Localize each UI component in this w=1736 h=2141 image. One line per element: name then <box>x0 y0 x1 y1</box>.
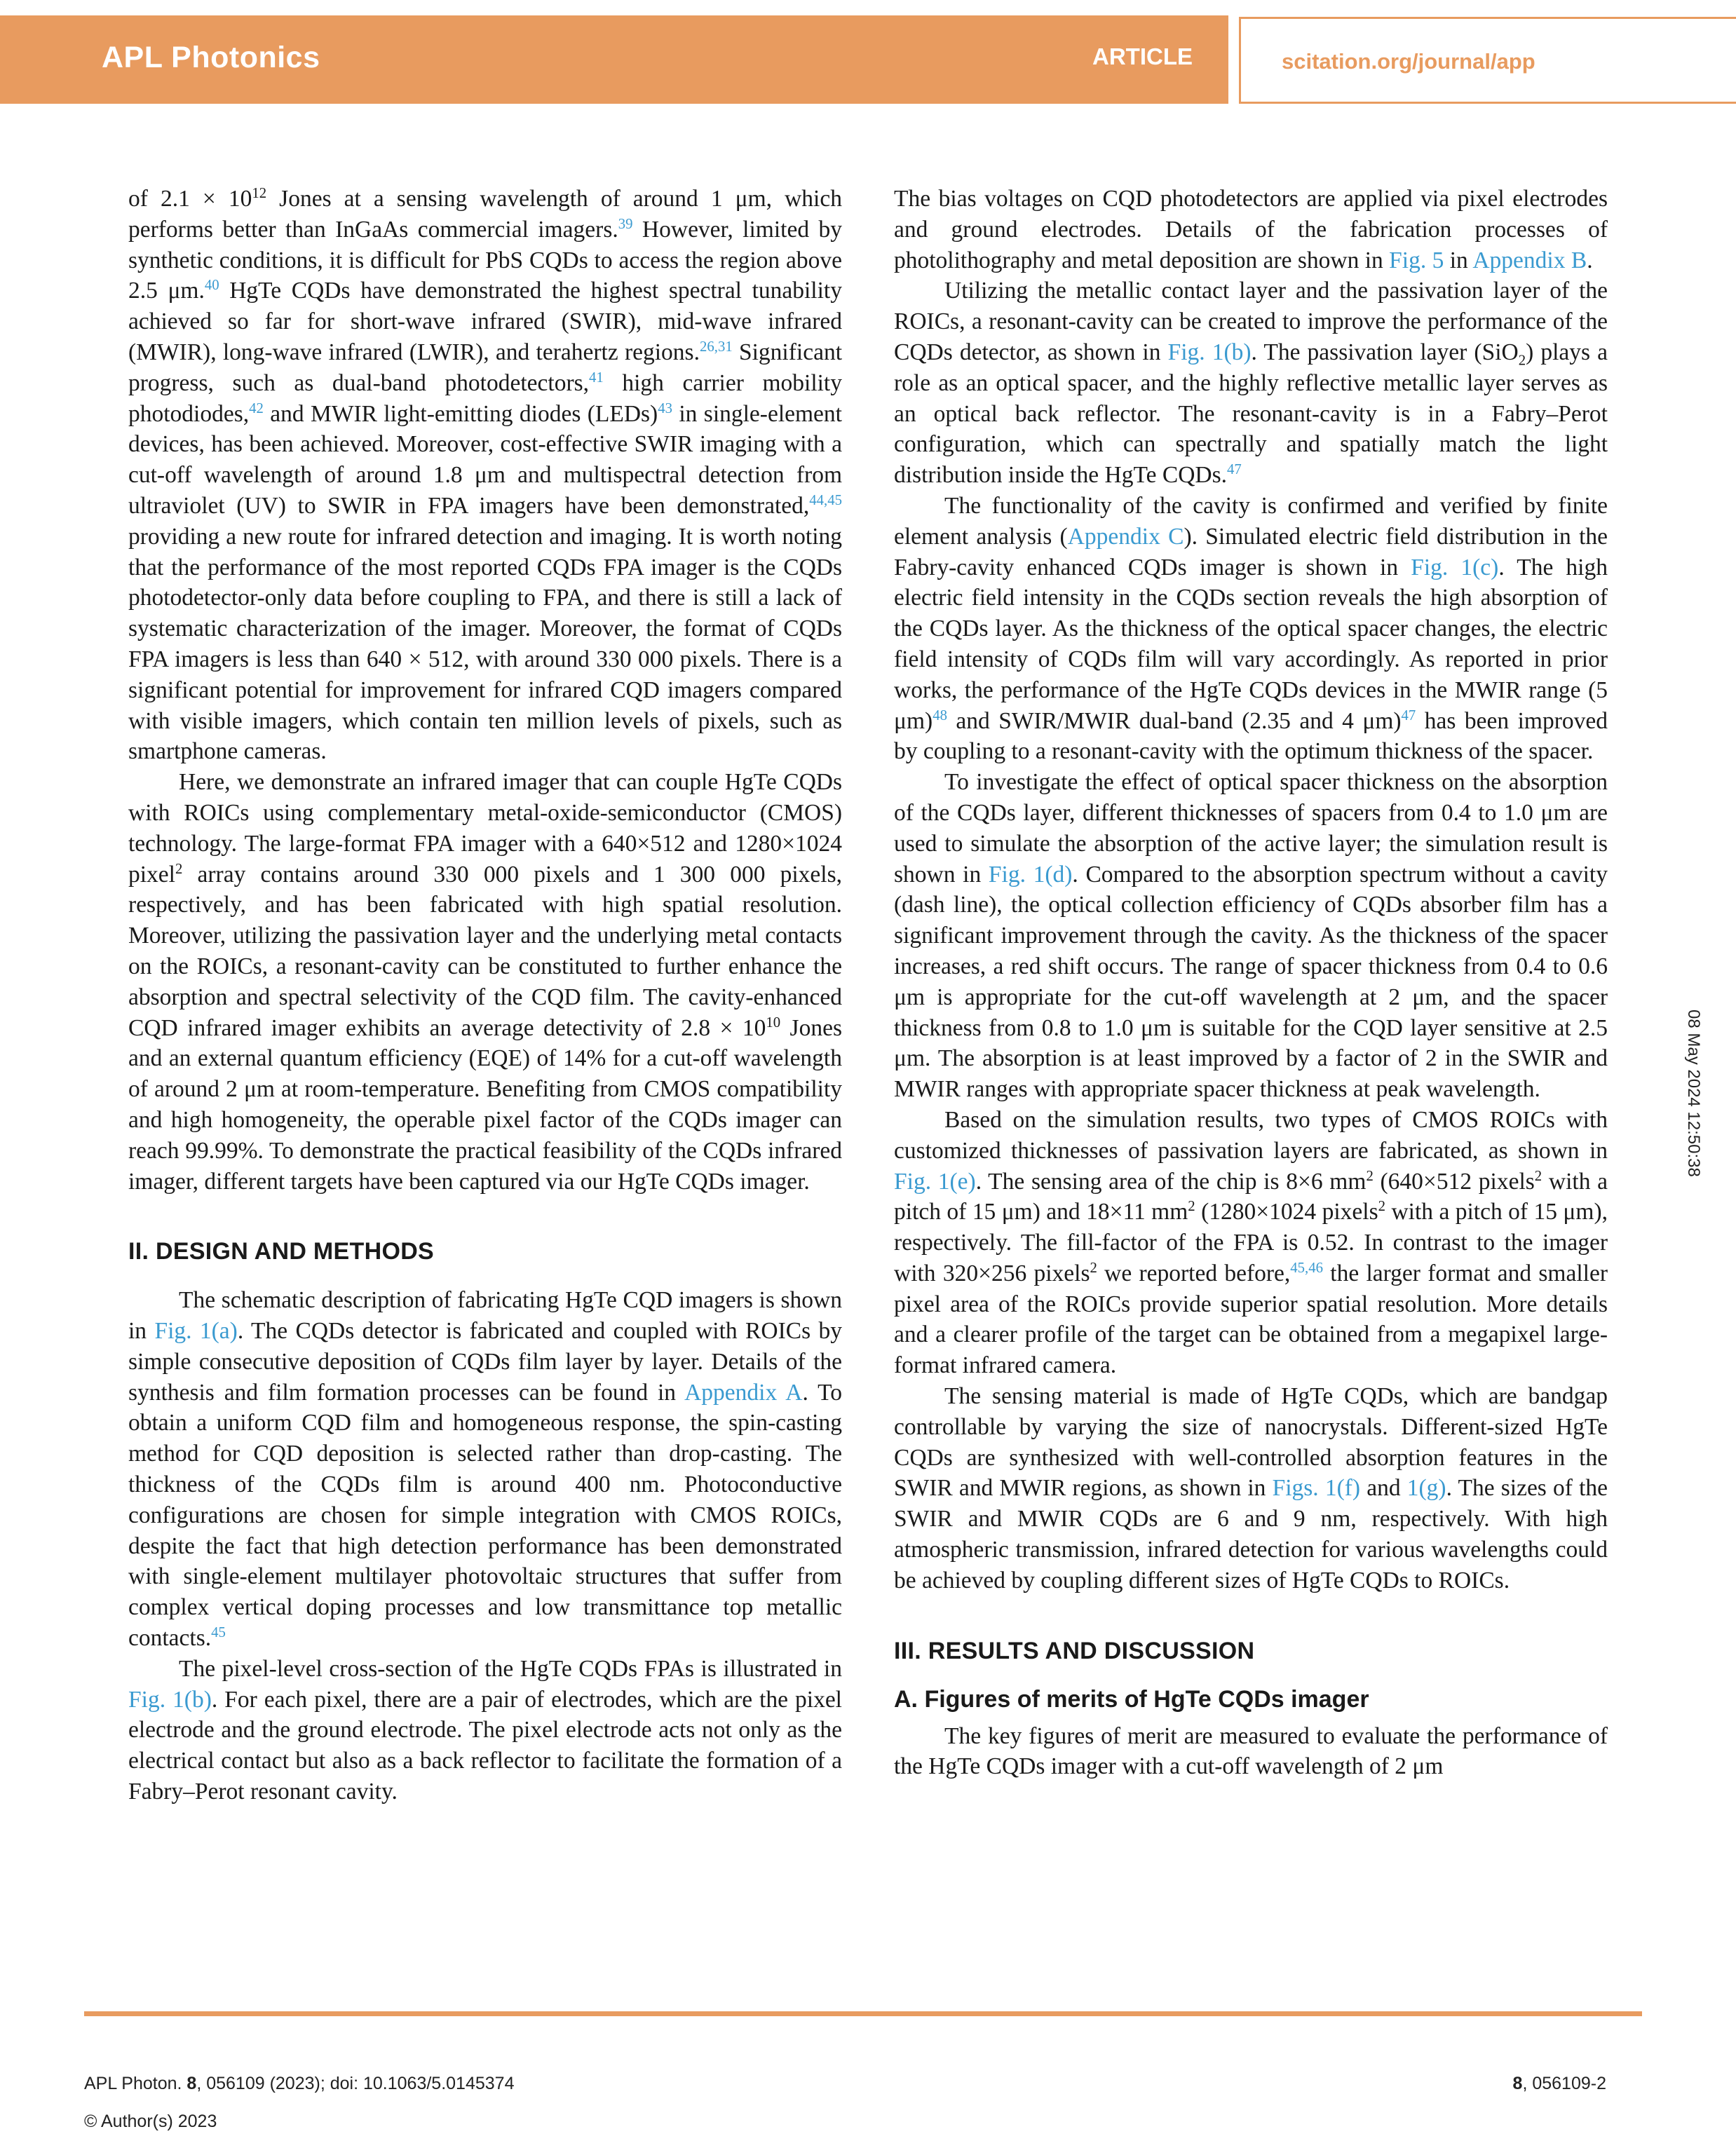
paragraph: The bias voltages on CQD photodetectors are applied via pixel electrodes and ground electrodes. Details of the fabrication processes of photolithography and metal deposition are shown in Fig. 5 in Appendix B. <box>894 186 1608 273</box>
left-column <box>128 184 842 1807</box>
paragraph: To investigate the effect of optical spacer thickness on the absorption of the CQDs layer, different thicknesses of spacers from 0.4 to 1.0 μm are used to simulate the absorption of the active layer; the simulation result is shown in Fig. 1(d). Compared to the absorption spectrum without a cavity (dash line), the optical collection efficiency of CQDs absorber film has a significant improvement through the cavity. As the thickness of the spacer increases, a red shift occurs. The range of spacer thickness from 0.4 to 0.6 μm is appropriate for the cut-off wavelength at 2 μm, and the spacer thickness from 0.8 to 1.0 μm is suitable for the CQD layer sensitive at 2.5 μm. The absorption is at least improved by a factor of 2 in the SWIR and MWIR ranges with appropriate spacer thickness at peak wavelength. <box>894 769 1608 1103</box>
figure-link[interactable]: Fig. 1(b) <box>128 1686 212 1713</box>
reference-link[interactable]: 44,45 <box>809 491 842 508</box>
reference-link[interactable]: 41 <box>589 369 604 386</box>
subsection-heading-figures-of-merit: A. Figures of merits of HgTe CQDs imager <box>894 1685 1369 1713</box>
paragraph: Utilizing the metallic contact layer and the passivation layer of the ROICs, a resonant-cavity can be created to improve the performance of the CQDs detector, as shown in Fig. 1(b). The passivation layer (SiO$_2$) plays a role as an optical spacer, and the highly reflective metallic layer serves as an optical back reflector. The resonant-cavity is in a Fabry–Perot configuration, which can spectrally and spatially match the light distribution inside the HgTe CQDs.$^{47}$ <box>894 278 1608 489</box>
page-number: 8, 056109-2 <box>1512 2074 1606 2093</box>
figure-link[interactable]: 1(g) <box>1406 1475 1446 1502</box>
reference-link[interactable]: 42 <box>249 400 264 416</box>
paragraph: Based on the simulation results, two types of CMOS ROICs with customized thicknesses of passivation layers are fabricated, as shown in Fig. 1(e). The sensing area of the chip is 8×6 $mm^2$ (640×512 pixels$^2$ with a pitch of 15 μm) and 18×11 $mm^2$ (1280×1024 pixels$^2$ with a pitch of 15 μm), respectively. The fill-factor of the FPA is 0.52. In contrast to the imager with 320×256 pixels$^2$ we reported before,$^{45,46}$ the larger format and smaller pixel area of the ROICs provide superior spatial resolution. More details and a clearer profile of the target can be obtained from a megapixel large-format infrared camera. <box>894 1106 1608 1379</box>
paragraph: The key figures of merit are measured to evaluate the performance of the HgTe CQDs imager with a cut-off wavelength of 2 μm <box>894 1722 1608 1780</box>
article-type-label: ARTICLE <box>1092 43 1193 69</box>
figure-link[interactable]: Fig. 5 <box>1389 247 1444 273</box>
reference-link[interactable]: 45,46 <box>1290 1259 1323 1276</box>
figure-link[interactable]: Fig. 1(a) <box>154 1318 238 1345</box>
reference-link[interactable]: 48 <box>933 707 947 723</box>
figure-link[interactable]: Fig. 1(c) <box>1411 554 1499 580</box>
appendix-link[interactable]: Appendix C <box>1067 523 1184 550</box>
figure-link[interactable]: Figs. 1(f) <box>1272 1475 1361 1502</box>
paragraph: The schematic description of fabricating HgTe CQD imagers is shown in Fig. 1(a). The CQDs detector is fabricated and coupled with ROICs by simple consecutive deposition of CQDs film layer by layer. Details of the synthesis and film formation processes can be found in Appendix A. To obtain a uniform CQD film and homogeneous response, the spin-casting method for CQD deposition is selected rather than drop-casting. The thickness of the CQDs film is around 400 nm. Photoconductive configurations are chosen for simple integration with CMOS ROICs, despite the fact that high detection performance has been demonstrated with single-element multilayer photovoltaic structures that suffer from complex vertical doping processes and low transmittance top metallic contacts.$^{45}$ <box>128 1287 842 1652</box>
right-column <box>894 184 1608 1782</box>
reference-link[interactable]: 40 <box>204 277 219 294</box>
appendix-link[interactable]: Appendix A <box>684 1379 803 1406</box>
figure-link[interactable]: Fig. 1(d) <box>988 861 1073 888</box>
appendix-link[interactable]: Appendix B <box>1472 247 1587 273</box>
paragraph: The sensing material is made of HgTe CQDs, which are bandgap controllable by varying the size of nanocrystals. Different-sized HgTe CQDs are synthesized with well-controlled absorption features in the SWIR and MWIR regions, as shown in Figs. 1(f) and 1(g). The sizes of the SWIR and MWIR CQDs are 6 and 9 nm, respectively. With high atmospheric transmission, infrared detection for various wavelengths could be achieved by coupling different sizes of HgTe CQDs to ROICs. <box>894 1383 1608 1593</box>
figure-link[interactable]: Fig. 1(e) <box>894 1168 976 1195</box>
reference-link[interactable]: 39 <box>618 215 633 232</box>
paragraph: The pixel-level cross-section of the HgTe CQDs FPAs is illustrated in Fig. 1(b). For each pixel, there are a pair of electrodes, which are the pixel electrode and the ground electrode. The pixel electrode acts not only as the electrical contact but also as a back reflector to facilitate the formation of a Fabry–Perot resonant cavity. <box>128 1655 842 1805</box>
copyright-notice: © Author(s) 2023 <box>84 2112 217 2131</box>
footer-divider <box>84 2011 1642 2016</box>
reference-link[interactable]: 43 <box>658 400 672 416</box>
reference-link[interactable]: 47 <box>1227 461 1242 478</box>
section-heading-results-discussion: III. RESULTS AND DISCUSSION <box>894 1637 1255 1664</box>
paragraph: The functionality of the cavity is confirmed and verified by finite element analysis (Appendix C). Simulated electric field distribution in the Fabry-cavity enhanced CQDs imager is shown in Fig. 1(c). The high electric field intensity in the CQDs section reveals the high absorption of the CQDs layer. As the thickness of the optical spacer changes, the electric field intensity of CQDs film will vary accordingly. As reported in prior works, the performance of the HgTe CQDs devices in the MWIR range (5 μm)$^{48}$ and SWIR/MWIR dual-band (2.35 and 4 μm)$^{47}$ has been improved by coupling to a resonant-cavity with the optimum thickness of the spacer. <box>894 492 1608 765</box>
figure-link[interactable]: Fig. 1(b) <box>1167 339 1252 365</box>
journal-name: APL Photonics <box>102 41 320 74</box>
section-heading-design-methods: II. DESIGN AND METHODS <box>128 1238 435 1265</box>
paragraph: Here, we demonstrate an infrared imager that can couple HgTe CQDs with ROICs using complementary metal-oxide-semiconductor (CMOS) technology. The large-format FPA imager with a 640×512 and 1280×1024 pixel$^2$ array contains around 330 000 pixels and 1 300 000 pixels, respectively, and has been fabricated with high spatial resolution. Moreover, utilizing the passivation layer and the underlying metal contacts on the ROICs, a resonant-cavity can be constituted to further enhance the absorption and spectral selectivity of the CQD film. The cavity-enhanced CQD infrared imager exhibits an average detectivity of $2.8 \times 10^{10}$ Jones and an external quantum efficiency (EQE) of 14% for a cut-off wavelength of around 2 μm at room-temperature. Benefiting from CMOS compatibility and high homogeneity, the operable pixel factor of the CQDs imager can reach 99.99%. To demonstrate the practical feasibility of the CQDs infrared imager, different targets have been captured via our HgTe CQDs imager. <box>128 769 842 1195</box>
download-timestamp: 08 May 2024 12:50:38 <box>1684 1010 1703 1177</box>
reference-link[interactable]: 47 <box>1401 707 1416 723</box>
reference-link[interactable]: 45 <box>211 1624 226 1640</box>
journal-url-link[interactable]: scitation.org/journal/app <box>1282 49 1535 74</box>
reference-link[interactable]: 26,31 <box>699 338 733 355</box>
paragraph: of $2.1 \times 10^{12}$ Jones at a sensing wavelength of around 1 μm, which performs better than InGaAs commercial imagers.$^{39}$ However, limited by synthetic conditions, it is difficult for PbS CQDs to access the region above 2.5 μm.$^{40}$ HgTe CQDs have demonstrated the highest spectral tunability achieved so far for short-wave infrared (SWIR), mid-wave infrared (MWIR), long-wave infrared (LWIR), and terahertz regions.$^{26,31}$ Significant progress, such as dual-band photodetectors,$^{41}$ high carrier mobility photodiodes,$^{42}$ and MWIR light-emitting diodes (LEDs)$^{43}$ in single-element devices, has been achieved. Moreover, cost-effective SWIR imaging with a cut-off wavelength of around 1.8 μm and multispectral detection from ultraviolet (UV) to SWIR in FPA imagers have been demonstrated,$^{44,45}$ providing a new route for infrared detection and imaging. It is worth noting that the performance of the most reported CQDs FPA imager is the CQDs photodetector-only data before coupling to FPA, and there is still a lack of systematic characterization of the imager. Moreover, the format of CQDs FPA imagers is less than 640 × 512, with around 330 000 pixels. There is a significant potential for improvement for infrared CQD imagers compared with visible imagers, which contain ten million levels of pixels, such as smartphone cameras. <box>128 184 843 765</box>
citation-line: APL Photon. 8, 056109 (2023); doi: 10.1063/5.0145374 <box>84 2074 515 2093</box>
